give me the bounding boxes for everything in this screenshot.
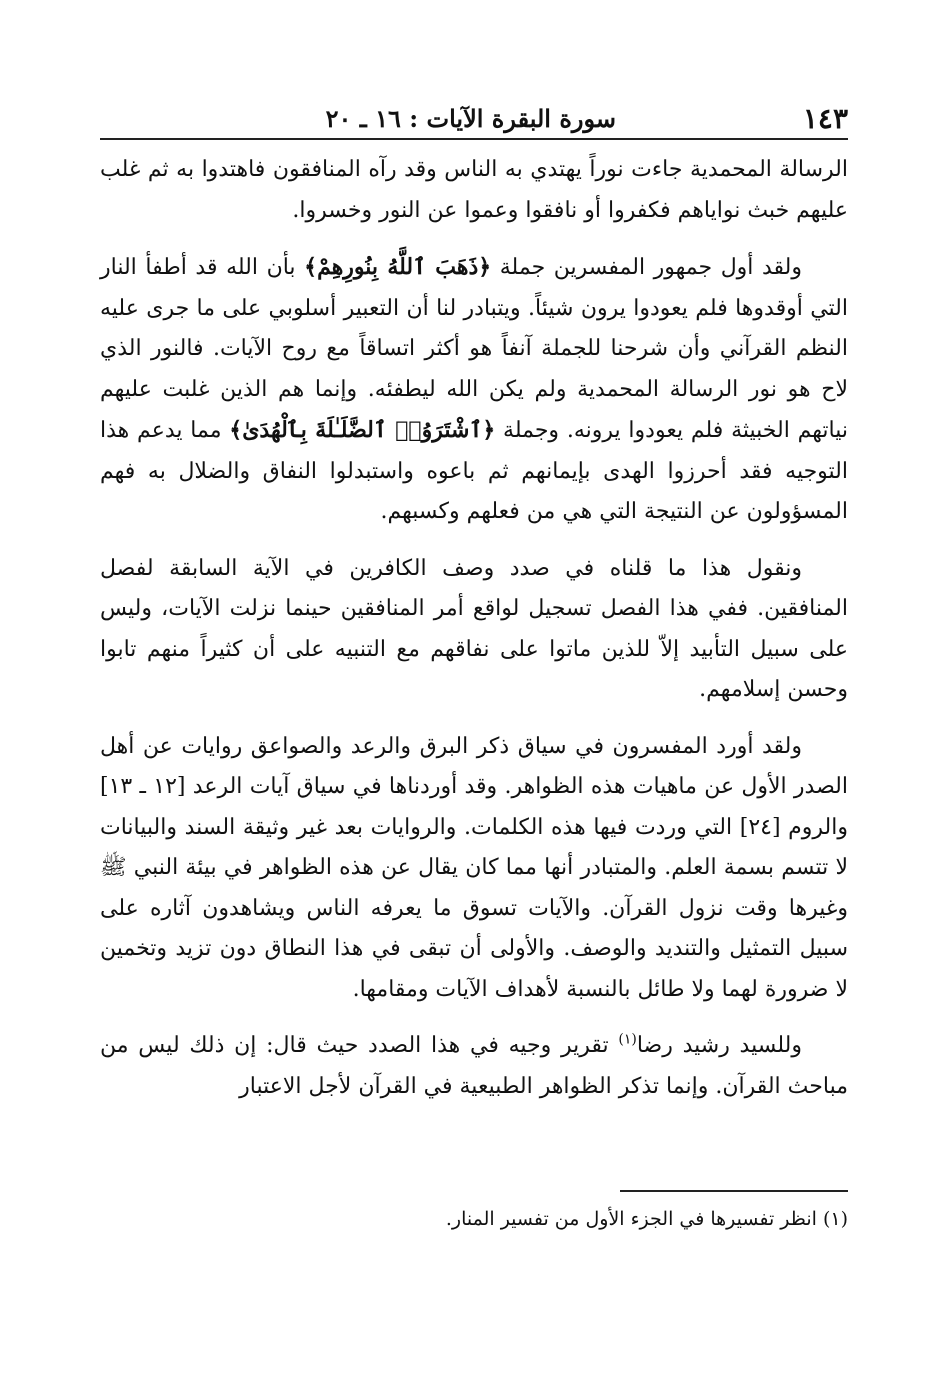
header-rule <box>100 138 848 140</box>
paragraph-2-text-a: ولقد أول جمهور المفسرين جملة <box>499 255 803 280</box>
paragraph-2-text-c: مما يدعم هذا التوجيه فقد أحرزوا الهدى بإيمانهم ثم باعوه واستبدلوا النفاق والضلال به فهم المسؤولون عن النتيجة التي هي من فعلهم وكسبهم. <box>100 418 848 524</box>
running-title: سورة البقرة الآيات : ١٦ ـ ٢٠ <box>325 104 616 133</box>
body-text <box>100 150 848 1107</box>
paragraph-5-text-b: تقرير وجيه في هذا الصدد حيث قال: إن ذلك ليس من مباحث القرآن. وإنما تذكر الظواهر الطبيعية في القرآن لأجل الاعتبار <box>100 1033 848 1099</box>
paragraph-2 <box>100 247 848 533</box>
page-header <box>100 104 848 138</box>
quran-quote-1: ﴿ذَهَبَ ٱللَّهُ بِنُورِهِمْ﴾ <box>304 254 492 280</box>
page-number: ١٤٣ <box>802 102 848 135</box>
paragraph-2-text-b: بأن الله قد أطفأ النار التي أوقدوها فلم يعودوا يرون شيئاً. ويتبادر لنا أن التعبير أسلوبي على ما جرى عليه النظم القرآني وأن شرحنا للجملة آنفاً هو أكثر اتساقاً مع روح الآيات. فالنور الذي لاح هو نور الرسالة المحمدية ولم يكن الله ليطفئه. وإنما هم الذين غلبت عليهم نياتهم الخبيثة فلم يعودوا يرونه. وجملة <box>100 255 848 443</box>
paragraph-5-text-a: وللسيد رشيد رضا <box>636 1033 802 1058</box>
paragraph-1: الرسالة المحمدية جاءت نوراً يهتدي به الناس وقد رآه المنافقون فاهتدوا به ثم غلب عليهم خبث نواياهم فكفروا أو نافقوا وعموا عن النور وخسروا. <box>100 157 848 223</box>
footnote-marker: (١) <box>618 1031 637 1048</box>
footnote: (١) انظر تفسيرها في الجزء الأول من تفسير المنار. <box>445 1208 848 1230</box>
paragraph-3: ونقول هذا ما قلناه في صدد وصف الكافرين في الآية السابقة لفصل المنافقين. ففي هذا الفصل تسجيل لواقع أمر المنافقين حينما نزلت الآيات، وليس على سبيل التأبيد إلاّ للذين ماتوا على نفاقهم مع التنبيه على أن كثيراً منهم تابوا وحسن إسلامهم. <box>100 555 848 702</box>
paragraph-5 <box>100 1026 848 1107</box>
paragraph-4: ولقد أورد المفسرون في سياق ذكر البرق والرعد والصواعق روايات عن أهل الصدر الأول عن ماهيات هذه الظواهر. وقد أوردناها في سياق آيات الرعد [١٢ ـ ١٣] والروم [٢٤] التي وردت فيها هذه الكلمات. والروايات بعد غير وثيقة السند والبيانات لا تتسم بسمة العلم. والمتبادر أنها مما كان يقال عن هذه الظواهر في بيئة النبي ﷺ وغيرها وقت نزول القرآن. والآيات تسوق ما يعرفه الناس ويشاهدون آثاره على سبيل التمثيل والتنديد والوصف. والأولى أن تبقى في هذا النطاق دون تزيد وتخمين لا ضرورة لهما ولا طائل بالنسبة لأهداف الآيات ومقامها. <box>100 733 848 1002</box>
quran-quote-2: ﴿ٱشْتَرَوُا۟ ٱلضَّلَـٰلَةَ بِٱلْهُدَىٰ﴾ <box>229 417 496 443</box>
footnote-rule <box>620 1190 848 1192</box>
